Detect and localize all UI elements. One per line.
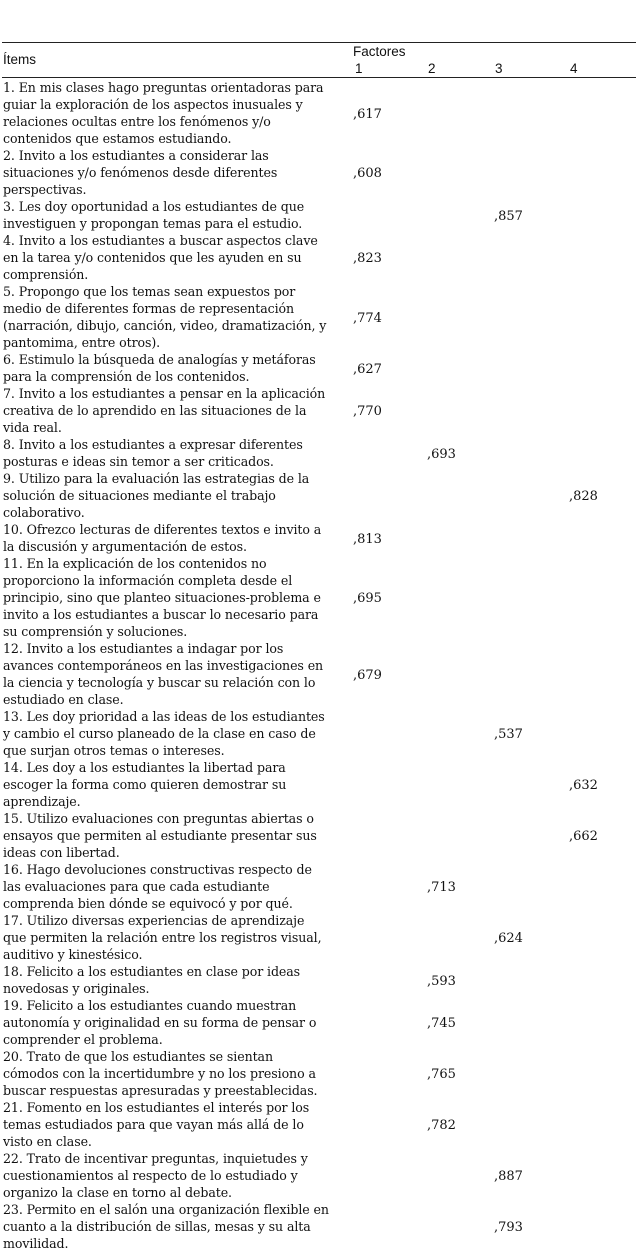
item-line: colaborativo. xyxy=(3,505,85,520)
item-text xyxy=(3,521,349,555)
factor-3-loading: ,537 xyxy=(494,727,523,742)
item-text xyxy=(3,861,349,912)
item-text xyxy=(3,759,349,810)
factor-3-header: 3 xyxy=(495,61,503,76)
item-line: 5. Propongo que los temas sean expuestos por xyxy=(3,284,296,299)
factor-1-loading: ,813 xyxy=(353,531,382,547)
item-line: 13. Les doy prioridad a las ideas de los estudiantes xyxy=(3,709,325,724)
item-line: 1. En mis clases hago preguntas orientadoras para xyxy=(3,80,324,95)
item-line: situaciones y/o fenómenos desde diferentes xyxy=(3,165,278,180)
factor-1-loading: ,617 xyxy=(353,106,382,122)
item-line: creativa de lo aprendido en las situaciones de la xyxy=(3,403,307,418)
item-line: guiar la exploración de los aspectos inusuales y xyxy=(3,97,303,112)
item-line: contenidos que estamos estudiando. xyxy=(3,131,232,146)
item-line: comprenda bien dónde se equivocó y por qué. xyxy=(3,896,293,911)
item-line: solución de situaciones mediante el trabajo xyxy=(3,488,276,503)
item-line: que surjan otros temas o intereses. xyxy=(3,743,225,758)
item-line: 11. En la explicación de los contenidos no xyxy=(3,556,267,571)
factor-3-loading: ,624 xyxy=(494,931,523,946)
factor-2-loading: ,593 xyxy=(427,973,456,989)
item-text xyxy=(3,1150,349,1201)
item-text xyxy=(3,640,349,708)
item-line: autonomía y originalidad en su forma de pensar o xyxy=(3,1015,317,1030)
item-line: posturas e ideas sin temor a ser criticados. xyxy=(3,454,274,469)
factor-1-loading: ,770 xyxy=(353,404,382,419)
item-line: 19. Felicito a los estudiantes cuando muestran xyxy=(3,998,297,1013)
factor-1-loading: ,823 xyxy=(353,251,382,266)
factor-4-loading: ,828 xyxy=(569,489,598,504)
item-line: aprendizaje. xyxy=(3,794,81,809)
item-line: auditivo y kinestésico. xyxy=(3,947,143,962)
item-text xyxy=(3,232,349,283)
item-line: 20. Trato de que los estudiantes se sientan xyxy=(3,1049,273,1064)
item-line: comprensión. xyxy=(3,267,89,282)
item-line: 12. Invito a los estudiantes a indagar por los xyxy=(3,641,284,656)
factor-2-loading: ,765 xyxy=(427,1067,456,1082)
factor-2-loading: ,745 xyxy=(427,1016,456,1031)
item-line: principio, sino que planteo situaciones-problema e xyxy=(3,590,321,605)
item-text xyxy=(3,1099,349,1150)
item-text xyxy=(3,1048,349,1099)
item-line: la ciencia y tecnología y buscar su relación con lo xyxy=(3,675,316,690)
item-text xyxy=(3,810,349,861)
item-line: 6. Estimulo la búsqueda de analogías y metáforas xyxy=(3,352,316,367)
item-line: en la tarea y/o contenidos que les ayuden en su xyxy=(3,250,302,265)
header-bottom-rule xyxy=(2,77,636,78)
item-line: pantomima, entre otros). xyxy=(3,335,161,350)
item-line: novedosas y originales. xyxy=(3,981,150,996)
item-line: visto en clase. xyxy=(3,1134,92,1149)
item-line: 23. Permito en el salón una organización flexible en xyxy=(3,1202,329,1217)
item-line: buscar respuestas apresuradas y preestablecidas. xyxy=(3,1083,318,1098)
item-line: ensayos que permiten al estudiante presentar sus xyxy=(3,828,317,843)
item-line: investiguen y propongan temas para el estudio. xyxy=(3,216,303,231)
factor-1-loading: ,608 xyxy=(353,166,382,181)
factor-3-loading: ,793 xyxy=(494,1220,523,1235)
item-text xyxy=(3,147,349,198)
item-line: 2. Invito a los estudiantes a considerar las xyxy=(3,148,269,163)
item-line: la discusión y argumentación de estos. xyxy=(3,539,247,554)
factor-1-loading: ,679 xyxy=(353,667,382,683)
factor-2-loading: ,782 xyxy=(427,1118,456,1133)
item-text xyxy=(3,555,349,640)
item-line: perspectivas. xyxy=(3,182,87,197)
factor-4-loading: ,632 xyxy=(569,778,598,793)
item-line: invito a los estudiantes a buscar lo necesario para xyxy=(3,607,319,622)
item-text xyxy=(3,912,349,963)
item-line: las evaluaciones para que cada estudiante xyxy=(3,879,270,894)
item-line: y cambio el curso planeado de la clase en caso de xyxy=(3,726,316,741)
items-column-header: Ítems xyxy=(3,52,37,67)
item-text xyxy=(3,708,349,759)
item-line: (narración, dibujo, canción, video, dramatización, y xyxy=(3,318,327,333)
item-line: comprender el problema. xyxy=(3,1032,163,1047)
item-line: 16. Hago devoluciones constructivas respecto de xyxy=(3,862,312,877)
item-line: 9. Utilizo para la evaluación las estrategias de la xyxy=(3,471,310,486)
item-line: 8. Invito a los estudiantes a expresar diferentes xyxy=(3,437,303,452)
item-line: ideas con libertad. xyxy=(3,845,120,860)
factor-4-loading: ,662 xyxy=(569,829,598,844)
factor-2-header: 2 xyxy=(428,61,436,76)
item-text xyxy=(3,198,349,232)
item-text xyxy=(3,470,349,521)
item-line: escoger la forma como quieren demostrar su xyxy=(3,777,287,792)
item-line: cómodos con la incertidumbre y no los presiono a xyxy=(3,1066,316,1081)
factores-header: Factores xyxy=(353,44,406,59)
item-line: medio de diferentes formas de representación xyxy=(3,301,295,316)
item-line: cuanto a la distribución de sillas, mesas y su alta xyxy=(3,1219,311,1234)
factor-1-loading: ,774 xyxy=(353,310,382,326)
item-line: 3. Les doy oportunidad a los estudiantes de que xyxy=(3,199,305,214)
table-top-rule xyxy=(2,42,636,43)
item-line: 4. Invito a los estudiantes a buscar aspectos clave xyxy=(3,233,318,248)
item-line: para la comprensión de los contenidos. xyxy=(3,369,250,384)
item-line: 10. Ofrezco lecturas de diferentes textos e invito a xyxy=(3,522,322,537)
item-line: estudiado en clase. xyxy=(3,692,124,707)
item-line: movilidad. xyxy=(3,1236,69,1251)
item-text xyxy=(3,385,349,436)
item-line: relaciones ocultas entre los fenómenos y/o xyxy=(3,114,271,129)
item-text xyxy=(3,1201,349,1252)
factor-1-loading: ,695 xyxy=(353,591,382,606)
factor-1-header: 1 xyxy=(355,61,363,76)
item-text xyxy=(3,79,349,147)
item-line: 15. Utilizo evaluaciones con preguntas abiertas o xyxy=(3,811,314,826)
item-text xyxy=(3,283,349,351)
factor-2-loading: ,713 xyxy=(427,880,456,895)
item-line: temas estudiados para que vayan más allá de lo xyxy=(3,1117,304,1132)
item-line: 22. Trato de incentivar preguntas, inquietudes y xyxy=(3,1151,308,1166)
item-line: 7. Invito a los estudiantes a pensar en la aplicación xyxy=(3,386,326,401)
item-line: 18. Felicito a los estudiantes en clase por ideas xyxy=(3,964,301,979)
factor-3-loading: ,857 xyxy=(494,208,523,224)
item-text xyxy=(3,963,349,997)
item-line: vida real. xyxy=(3,420,62,435)
item-line: proporciono la información completa desde el xyxy=(3,573,293,588)
factor-2-loading: ,693 xyxy=(427,446,456,462)
item-line: que permiten la relación entre los registros visual, xyxy=(3,930,322,945)
item-line: organizo la clase en torno al debate. xyxy=(3,1185,232,1200)
item-text xyxy=(3,351,349,385)
item-line: cuestionamientos al respecto de lo estudiado y xyxy=(3,1168,298,1183)
item-line: 21. Fomento en los estudiantes el interés por los xyxy=(3,1100,310,1115)
factor-3-loading: ,887 xyxy=(494,1169,523,1184)
item-line: 17. Utilizo diversas experiencias de aprendizaje xyxy=(3,913,305,928)
factor-1-loading: ,627 xyxy=(353,361,382,377)
item-line: su comprensión y soluciones. xyxy=(3,624,188,639)
item-line: avances contemporáneos en las investigaciones en xyxy=(3,658,324,673)
factor-4-header: 4 xyxy=(570,61,578,76)
item-text xyxy=(3,997,349,1048)
item-text xyxy=(3,436,349,470)
item-line: 14. Les doy a los estudiantes la libertad para xyxy=(3,760,286,775)
